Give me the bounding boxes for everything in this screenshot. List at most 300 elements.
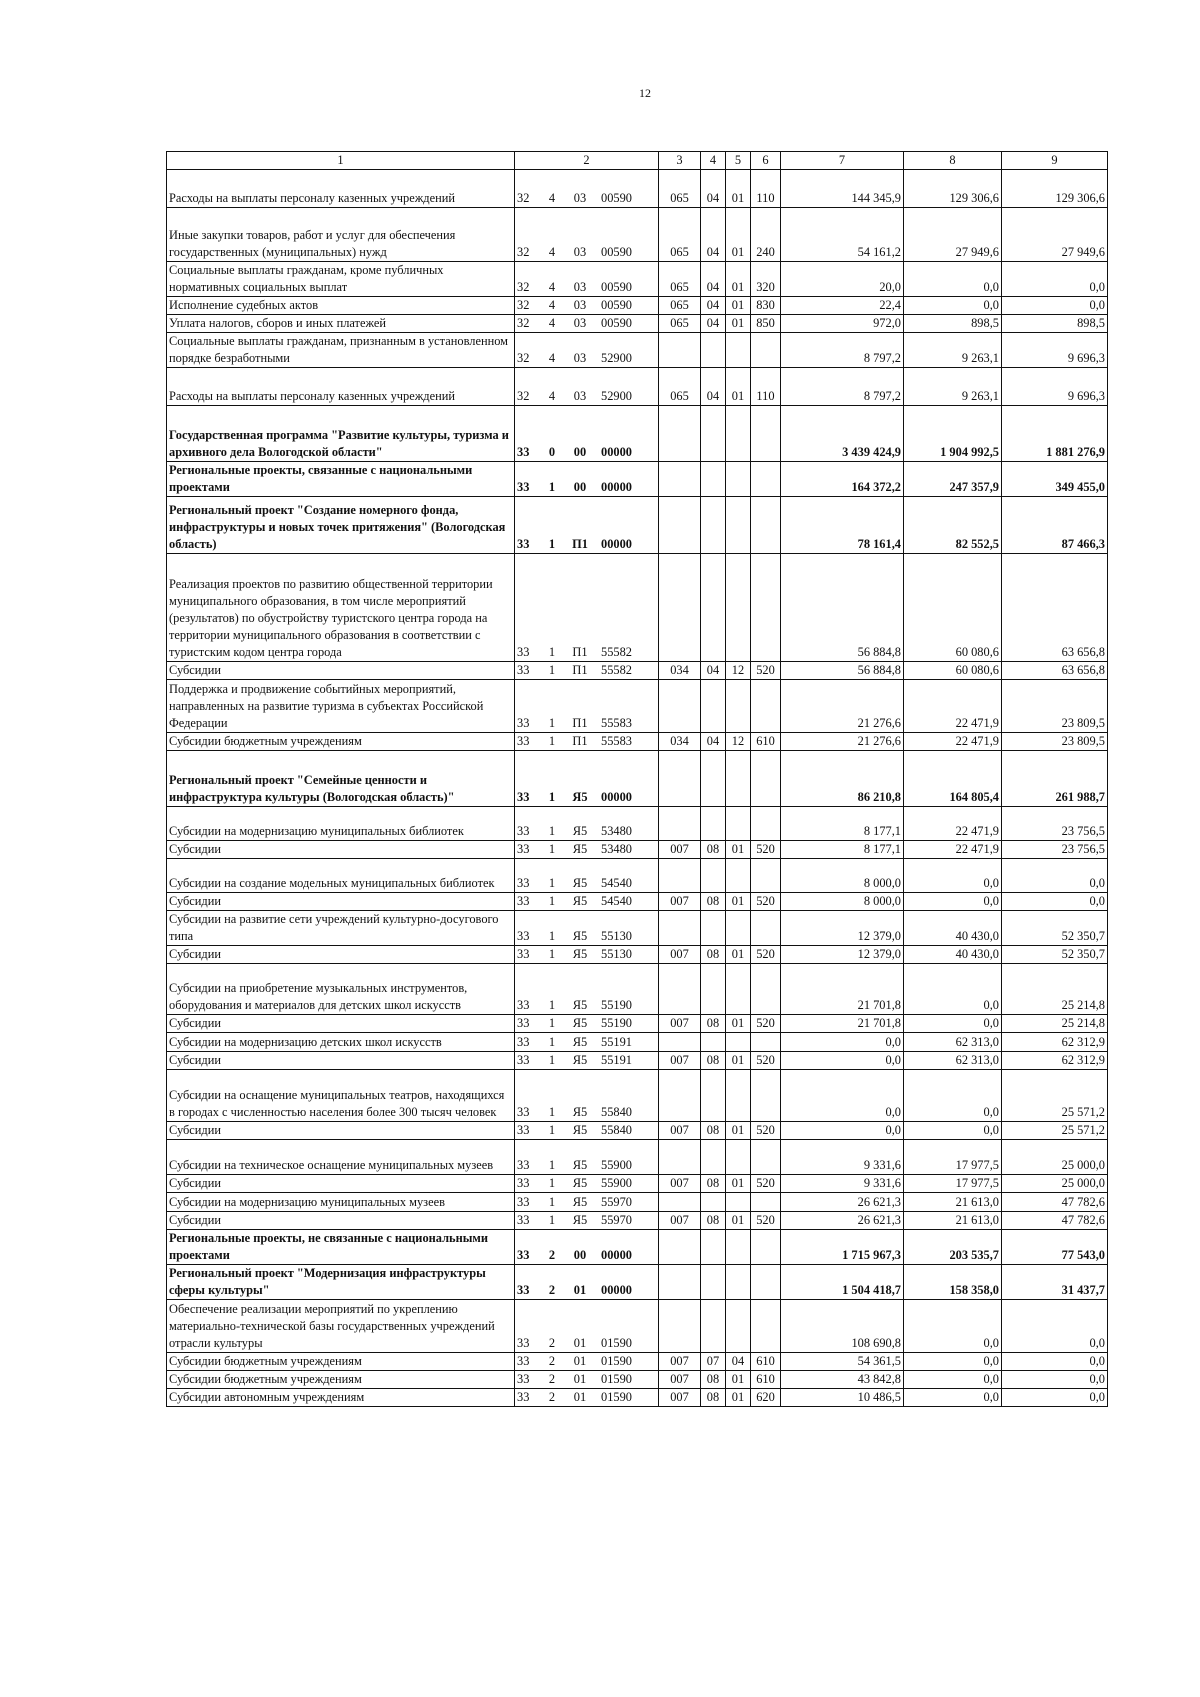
amount-col-7: 12 379,0: [781, 946, 904, 964]
code-part: 33: [517, 1016, 530, 1030]
code-part: 01: [573, 1354, 587, 1368]
amount-col-7: 9 331,6: [781, 1175, 904, 1193]
code-part: 2: [548, 1283, 556, 1297]
amount-col-9: 25 571,2: [1002, 1122, 1108, 1140]
code-part: 1: [548, 1053, 556, 1067]
row-description: Государственная программа "Развитие культуры, туризма и архивного дела Вологодской области": [167, 406, 515, 462]
row-description: Субсидии: [167, 1015, 515, 1033]
amount-col-8: 17 977,5: [904, 1140, 1002, 1175]
col-3-cell: [659, 859, 701, 893]
amount-col-9: 0,0: [1002, 262, 1108, 297]
col-3-cell: [659, 1230, 701, 1265]
table-row: [167, 1175, 1108, 1193]
code-part: 00000: [601, 790, 632, 804]
table-row: [167, 1140, 1108, 1175]
col-3-cell: [659, 1070, 701, 1122]
code-part: Я5: [572, 1123, 588, 1137]
amount-col-9: 0,0: [1002, 893, 1108, 911]
table-row: [167, 859, 1108, 893]
col-5-cell: [726, 751, 751, 807]
code-part: 33: [517, 1248, 530, 1262]
col-5-cell: 01: [726, 368, 751, 406]
col-3-cell: [659, 497, 701, 554]
amount-col-9: 31 437,7: [1002, 1265, 1108, 1300]
col-3-cell: [659, 333, 701, 368]
code-part: 00590: [601, 245, 632, 259]
amount-col-7: 1 504 418,7: [781, 1265, 904, 1300]
col-5-cell: [726, 497, 751, 554]
code-part: Я5: [572, 998, 588, 1012]
code-part: 01590: [601, 1372, 632, 1386]
col-3-cell: 007: [659, 1052, 701, 1070]
row-description: Субсидии на техническое оснащение муниципальных музеев: [167, 1140, 515, 1175]
code-part: 33: [517, 842, 530, 856]
code-part: 55582: [601, 645, 632, 659]
code-part: 00: [573, 445, 587, 459]
col-6-cell: [751, 1230, 781, 1265]
row-description: Субсидии: [167, 1122, 515, 1140]
table-row: [167, 1300, 1108, 1353]
amount-col-9: 52 350,7: [1002, 946, 1108, 964]
amount-col-7: 8 797,2: [781, 368, 904, 406]
row-description: Расходы на выплаты персоналу казенных учреждений: [167, 170, 515, 208]
amount-col-7: 108 690,8: [781, 1300, 904, 1353]
amount-col-8: 22 471,9: [904, 841, 1002, 859]
code-part: 4: [548, 389, 556, 403]
code-part: Я5: [572, 842, 588, 856]
code-part: 00000: [601, 480, 632, 494]
code-part: 03: [573, 298, 587, 312]
amount-col-8: 0,0: [904, 297, 1002, 315]
amount-col-9: 0,0: [1002, 859, 1108, 893]
table-row: [167, 1265, 1108, 1300]
code-part: 33: [517, 929, 530, 943]
row-description: Социальные выплаты гражданам, кроме публичных нормативных социальных выплат: [167, 262, 515, 297]
code-part: Я5: [572, 1105, 588, 1119]
code-part: Я5: [572, 824, 588, 838]
code-part: 53480: [601, 824, 632, 838]
code-part: Я5: [572, 1213, 588, 1227]
code-part: 1: [548, 790, 556, 804]
code-part: 00: [573, 480, 587, 494]
table-row: [167, 893, 1108, 911]
code-part: 55582: [601, 663, 632, 677]
amount-col-9: 25 000,0: [1002, 1140, 1108, 1175]
table-row: [167, 1212, 1108, 1230]
code-part: 03: [573, 316, 587, 330]
amount-col-8: 0,0: [904, 859, 1002, 893]
amount-col-7: 21 276,6: [781, 733, 904, 751]
code-part: 00590: [601, 191, 632, 205]
col-6-cell: [751, 333, 781, 368]
row-description: Иные закупки товаров, работ и услуг для обеспечения государственных (муниципальных) нужд: [167, 208, 515, 262]
col-5-cell: 01: [726, 1389, 751, 1407]
budget-code: [515, 964, 659, 1015]
amount-col-7: 26 621,3: [781, 1212, 904, 1230]
col-3-cell: [659, 807, 701, 841]
col-6-cell: 610: [751, 1371, 781, 1389]
code-part: 33: [517, 537, 530, 551]
col-4-cell: 04: [701, 208, 726, 262]
amount-col-8: 1 904 992,5: [904, 406, 1002, 462]
amount-col-9: 63 656,8: [1002, 662, 1108, 680]
col-4-cell: 08: [701, 841, 726, 859]
col-3-cell: 007: [659, 946, 701, 964]
budget-code: [515, 462, 659, 497]
table-row: [167, 1033, 1108, 1052]
code-part: 55583: [601, 716, 632, 730]
col-4-cell: 04: [701, 262, 726, 297]
amount-col-9: 0,0: [1002, 297, 1108, 315]
code-part: 1: [548, 894, 556, 908]
code-part: Я5: [572, 1158, 588, 1172]
table-row: [167, 333, 1108, 368]
col-4-cell: [701, 1070, 726, 1122]
amount-col-9: 62 312,9: [1002, 1033, 1108, 1052]
budget-code: [515, 262, 659, 297]
row-description: Субсидии автономным учреждениям: [167, 1389, 515, 1407]
code-part: 54540: [601, 876, 632, 890]
code-part: 1: [548, 716, 556, 730]
col-4-cell: 04: [701, 368, 726, 406]
amount-col-9: 129 306,6: [1002, 170, 1108, 208]
budget-code: [515, 807, 659, 841]
col-6-cell: [751, 911, 781, 946]
amount-col-9: 23 756,5: [1002, 807, 1108, 841]
code-part: 1: [548, 876, 556, 890]
col-4-cell: [701, 751, 726, 807]
code-part: Я5: [572, 894, 588, 908]
amount-col-8: 40 430,0: [904, 911, 1002, 946]
col-3-cell: 007: [659, 1353, 701, 1371]
col-5-cell: [726, 859, 751, 893]
amount-col-7: 8 797,2: [781, 333, 904, 368]
amount-col-8: 22 471,9: [904, 733, 1002, 751]
table-row: [167, 262, 1108, 297]
col-5-cell: 01: [726, 262, 751, 297]
budget-code: [515, 1300, 659, 1353]
col-3-cell: [659, 462, 701, 497]
col-4-cell: 04: [701, 662, 726, 680]
amount-col-9: 25 214,8: [1002, 1015, 1108, 1033]
table-row: [167, 964, 1108, 1015]
budget-code: [515, 662, 659, 680]
budget-code: [515, 1371, 659, 1389]
amount-col-9: 25 000,0: [1002, 1175, 1108, 1193]
col-6-cell: 520: [751, 841, 781, 859]
table-row: [167, 1052, 1108, 1070]
amount-col-8: 9 263,1: [904, 333, 1002, 368]
budget-code: [515, 893, 659, 911]
budget-code: [515, 368, 659, 406]
code-part: 1: [548, 1213, 556, 1227]
row-description: Субсидии на модернизацию муниципальных музеев: [167, 1193, 515, 1212]
amount-col-8: 898,5: [904, 315, 1002, 333]
code-part: 00000: [601, 1283, 632, 1297]
amount-col-9: 0,0: [1002, 1300, 1108, 1353]
row-description: Поддержка и продвижение событийных мероприятий, направленных на развитие туризма в субъектах Российской Федерации: [167, 680, 515, 733]
row-description: Субсидии: [167, 893, 515, 911]
budget-code: [515, 1015, 659, 1033]
col-3-cell: 007: [659, 1015, 701, 1033]
col-6-cell: 520: [751, 1175, 781, 1193]
col-3-cell: [659, 911, 701, 946]
row-description: Субсидии на модернизацию детских школ искусств: [167, 1033, 515, 1052]
code-part: 32: [517, 389, 530, 403]
code-part: 01590: [601, 1336, 632, 1350]
table-row: [167, 841, 1108, 859]
table-row: [167, 368, 1108, 406]
code-part: 54540: [601, 894, 632, 908]
table-row: [167, 406, 1108, 462]
amount-col-7: 43 842,8: [781, 1371, 904, 1389]
code-part: 01: [573, 1372, 587, 1386]
col-6-cell: 110: [751, 170, 781, 208]
amount-col-7: 0,0: [781, 1052, 904, 1070]
col-5-cell: [726, 554, 751, 662]
amount-col-9: 77 543,0: [1002, 1230, 1108, 1265]
code-part: 03: [573, 191, 587, 205]
code-part: 1: [548, 947, 556, 961]
col-6-cell: [751, 680, 781, 733]
row-description: Субсидии: [167, 1212, 515, 1230]
code-part: 1: [548, 1195, 556, 1209]
code-part: 33: [517, 734, 530, 748]
col-4-cell: [701, 1300, 726, 1353]
col-6-cell: [751, 1193, 781, 1212]
amount-col-7: 26 621,3: [781, 1193, 904, 1212]
amount-col-9: 23 809,5: [1002, 733, 1108, 751]
col-3-cell: [659, 1033, 701, 1052]
amount-col-7: 1 715 967,3: [781, 1230, 904, 1265]
col-3-cell: [659, 680, 701, 733]
col-5-cell: 01: [726, 208, 751, 262]
col-5-cell: 01: [726, 946, 751, 964]
code-part: 55840: [601, 1105, 632, 1119]
row-description: Реализация проектов по развитию общественной территории муниципального образования, в том числе мероприятий (результатов) по обустройству туристского центра города на территории муниципального образования в соответствии с туристским кодом центра города: [167, 554, 515, 662]
col-4-cell: 08: [701, 1015, 726, 1033]
row-description: Субсидии на создание модельных муниципальных библиотек: [167, 859, 515, 893]
budget-code: [515, 1353, 659, 1371]
col-4-cell: [701, 1140, 726, 1175]
code-part: Я5: [572, 1016, 588, 1030]
amount-col-9: 25 214,8: [1002, 964, 1108, 1015]
page-number: 12: [639, 86, 651, 100]
table-row: [167, 1122, 1108, 1140]
amount-col-8: 40 430,0: [904, 946, 1002, 964]
amount-col-8: 0,0: [904, 1389, 1002, 1407]
code-part: 1: [548, 1035, 556, 1049]
amount-col-8: 9 263,1: [904, 368, 1002, 406]
column-header: 6: [751, 152, 781, 170]
budget-code: [515, 170, 659, 208]
code-part: 00000: [601, 537, 632, 551]
col-4-cell: [701, 1265, 726, 1300]
col-6-cell: 610: [751, 1353, 781, 1371]
col-3-cell: 065: [659, 170, 701, 208]
amount-col-7: 0,0: [781, 1033, 904, 1052]
amount-col-8: 0,0: [904, 964, 1002, 1015]
code-part: Я5: [572, 947, 588, 961]
col-5-cell: 01: [726, 841, 751, 859]
amount-col-9: 0,0: [1002, 1353, 1108, 1371]
amount-col-9: 0,0: [1002, 1389, 1108, 1407]
col-3-cell: [659, 406, 701, 462]
col-5-cell: [726, 680, 751, 733]
col-4-cell: [701, 1230, 726, 1265]
amount-col-8: 22 471,9: [904, 680, 1002, 733]
code-part: 32: [517, 316, 530, 330]
table-row: [167, 1230, 1108, 1265]
code-part: 00000: [601, 445, 632, 459]
code-part: 32: [517, 351, 530, 365]
col-3-cell: 007: [659, 1389, 701, 1407]
amount-col-9: 0,0: [1002, 1371, 1108, 1389]
budget-code: [515, 333, 659, 368]
budget-code: [515, 859, 659, 893]
row-description: Субсидии на приобретение музыкальных инструментов, оборудования и материалов для детских школ искусств: [167, 964, 515, 1015]
code-part: 33: [517, 480, 530, 494]
col-5-cell: 01: [726, 297, 751, 315]
code-part: 1: [548, 1105, 556, 1119]
col-6-cell: 240: [751, 208, 781, 262]
table-row: [167, 662, 1108, 680]
code-part: 1: [548, 1123, 556, 1137]
column-header: 3: [659, 152, 701, 170]
table-row: [167, 170, 1108, 208]
amount-col-8: 0,0: [904, 1122, 1002, 1140]
amount-col-7: 21 701,8: [781, 1015, 904, 1033]
row-description: Расходы на выплаты персоналу казенных учреждений: [167, 368, 515, 406]
col-4-cell: 08: [701, 1122, 726, 1140]
col-5-cell: 01: [726, 315, 751, 333]
col-3-cell: 065: [659, 262, 701, 297]
code-part: 00000: [601, 1248, 632, 1262]
col-6-cell: [751, 859, 781, 893]
code-part: 1: [548, 929, 556, 943]
code-part: 1: [548, 480, 556, 494]
col-6-cell: [751, 1265, 781, 1300]
code-part: 1: [548, 1158, 556, 1172]
col-3-cell: [659, 751, 701, 807]
amount-col-9: 9 696,3: [1002, 333, 1108, 368]
col-6-cell: 320: [751, 262, 781, 297]
row-description: Субсидии: [167, 946, 515, 964]
budget-code: [515, 911, 659, 946]
amount-col-7: 86 210,8: [781, 751, 904, 807]
column-header: 9: [1002, 152, 1108, 170]
amount-col-7: 8 000,0: [781, 859, 904, 893]
col-3-cell: 034: [659, 662, 701, 680]
col-3-cell: [659, 1265, 701, 1300]
col-5-cell: [726, 1193, 751, 1212]
row-description: Региональный проект "Семейные ценности и инфраструктура культуры (Вологодская область)": [167, 751, 515, 807]
code-part: 33: [517, 1035, 530, 1049]
col-6-cell: 620: [751, 1389, 781, 1407]
amount-col-8: 0,0: [904, 262, 1002, 297]
code-part: 1: [548, 734, 556, 748]
code-part: 55970: [601, 1213, 632, 1227]
col-6-cell: [751, 1033, 781, 1052]
col-5-cell: 01: [726, 1371, 751, 1389]
amount-col-7: 0,0: [781, 1122, 904, 1140]
budget-code: [515, 733, 659, 751]
col-6-cell: [751, 554, 781, 662]
amount-col-8: 17 977,5: [904, 1175, 1002, 1193]
col-4-cell: 08: [701, 1212, 726, 1230]
amount-col-8: 0,0: [904, 1015, 1002, 1033]
code-part: 52900: [601, 351, 632, 365]
col-5-cell: [726, 911, 751, 946]
amount-col-8: 60 080,6: [904, 662, 1002, 680]
code-part: 33: [517, 1354, 530, 1368]
amount-col-7: 8 177,1: [781, 807, 904, 841]
budget-table: [166, 151, 1108, 1407]
row-description: Уплата налогов, сборов и иных платежей: [167, 315, 515, 333]
code-part: 1: [548, 842, 556, 856]
col-6-cell: [751, 964, 781, 1015]
budget-code: [515, 297, 659, 315]
amount-col-8: 203 535,7: [904, 1230, 1002, 1265]
code-part: 33: [517, 876, 530, 890]
row-description: Социальные выплаты гражданам, признанным в установленном порядке безработными: [167, 333, 515, 368]
code-part: 2: [548, 1390, 556, 1404]
code-part: 00: [573, 1248, 587, 1262]
code-part: 1: [548, 1176, 556, 1190]
code-part: 33: [517, 824, 530, 838]
col-4-cell: [701, 964, 726, 1015]
col-5-cell: 01: [726, 1212, 751, 1230]
col-6-cell: [751, 1070, 781, 1122]
amount-col-8: 129 306,6: [904, 170, 1002, 208]
col-5-cell: [726, 1070, 751, 1122]
code-part: 33: [517, 1213, 530, 1227]
col-3-cell: 007: [659, 1122, 701, 1140]
col-3-cell: 007: [659, 841, 701, 859]
col-5-cell: 01: [726, 1122, 751, 1140]
budget-code: [515, 1230, 659, 1265]
code-part: 33: [517, 1123, 530, 1137]
column-header: 1: [167, 152, 515, 170]
amount-col-9: 63 656,8: [1002, 554, 1108, 662]
code-part: 4: [548, 191, 556, 205]
col-5-cell: 01: [726, 1052, 751, 1070]
col-5-cell: [726, 333, 751, 368]
code-part: 33: [517, 998, 530, 1012]
col-4-cell: 08: [701, 1052, 726, 1070]
col-5-cell: [726, 406, 751, 462]
table-row: [167, 751, 1108, 807]
amount-col-7: 22,4: [781, 297, 904, 315]
row-description: Обеспечение реализации мероприятий по укреплению материально-технической базы государственных учреждений отрасли культуры: [167, 1300, 515, 1353]
col-4-cell: [701, 911, 726, 946]
table-row: [167, 208, 1108, 262]
code-part: 55191: [601, 1053, 632, 1067]
code-part: 55130: [601, 947, 632, 961]
code-part: Я5: [572, 876, 588, 890]
code-part: 4: [548, 351, 556, 365]
code-part: 03: [573, 351, 587, 365]
amount-col-7: 54 361,5: [781, 1353, 904, 1371]
row-description: Субсидии: [167, 1175, 515, 1193]
table-row: [167, 462, 1108, 497]
amount-col-7: 56 884,8: [781, 554, 904, 662]
col-5-cell: [726, 1033, 751, 1052]
code-part: 2: [548, 1372, 556, 1386]
code-part: 32: [517, 280, 530, 294]
col-5-cell: [726, 462, 751, 497]
amount-col-7: 8 177,1: [781, 841, 904, 859]
